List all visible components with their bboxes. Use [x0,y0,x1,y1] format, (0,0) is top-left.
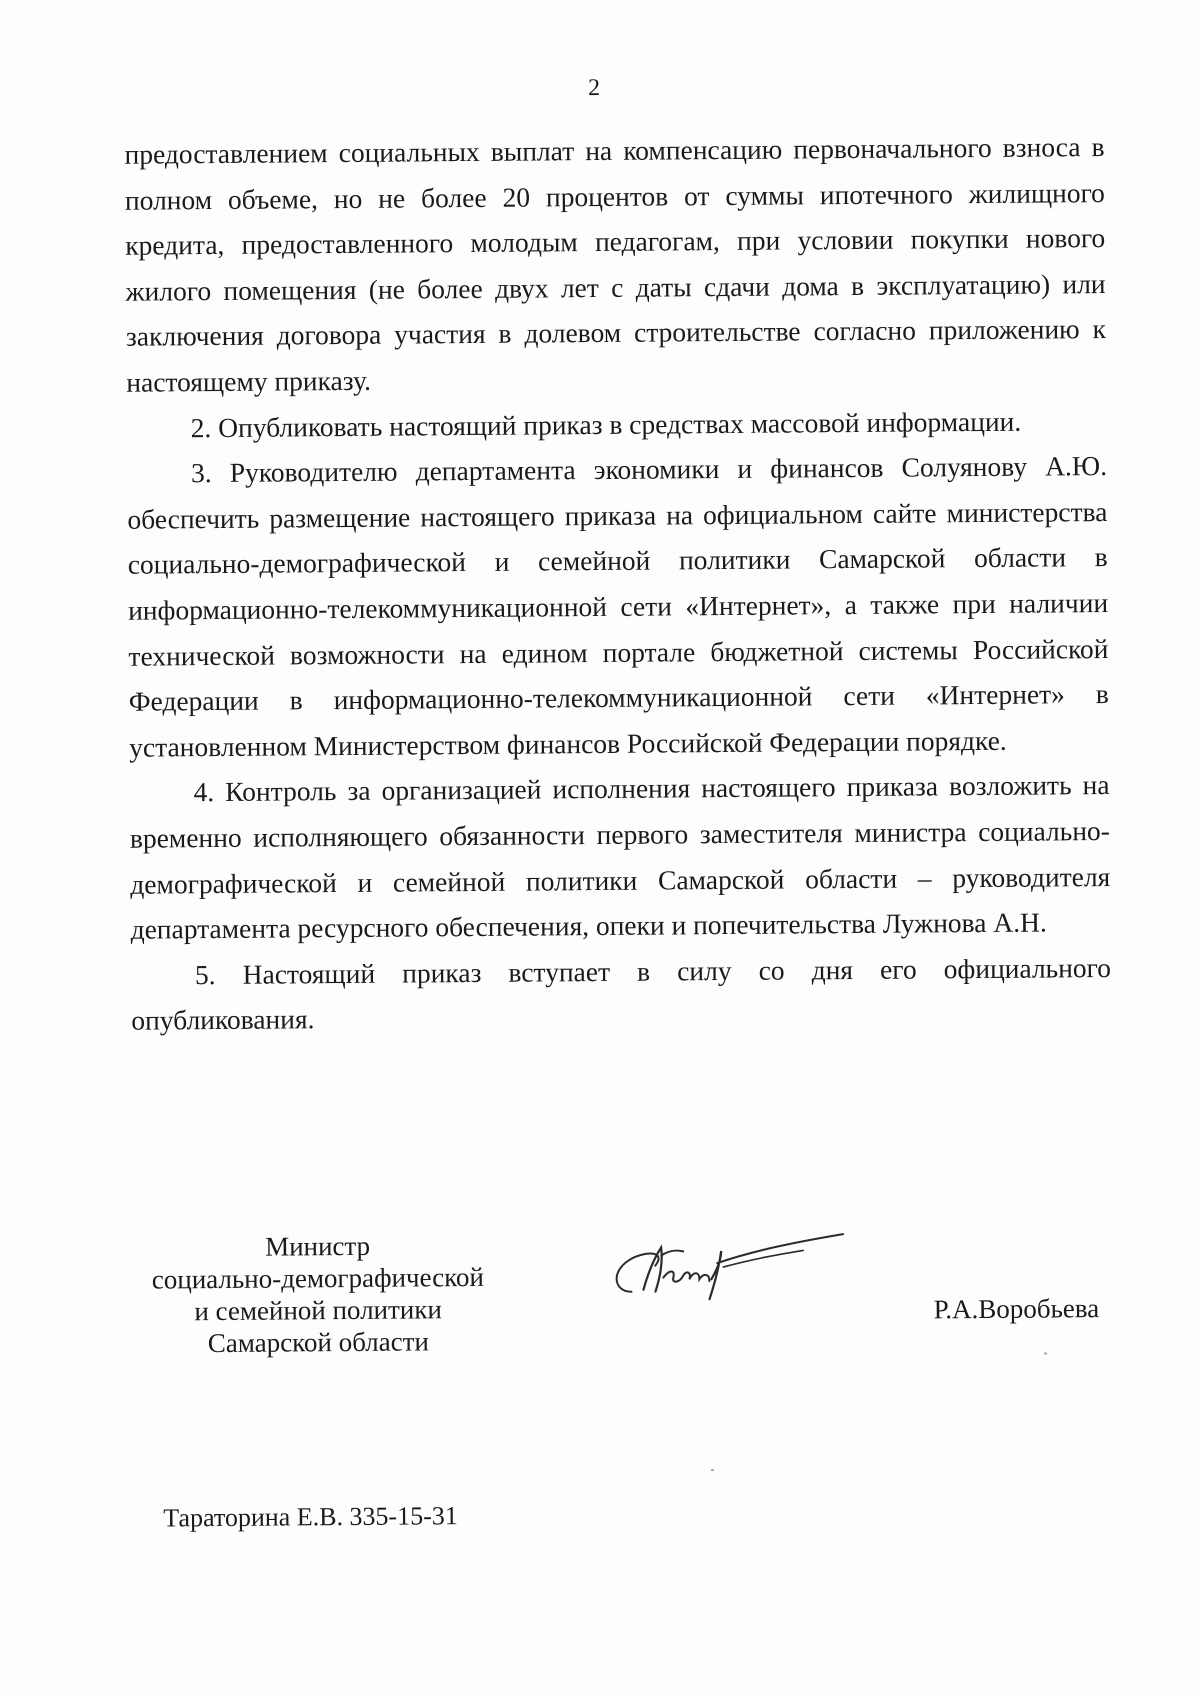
executor-contact: Тараторина Е.В. 335-15-31 [163,1501,458,1533]
signatory-title-block [145,1229,491,1360]
paragraph-item-2: 2. Опубликовать настоящий приказ в средствах массовой информации. [190,405,1022,443]
signatory-title-line: Министр [265,1230,371,1262]
scan-speck [711,1469,714,1471]
paragraph-continuation: предоставлением социальных выплат на компенсацию первоначального взноса в полном объеме, но не более 20 процентов от суммы ипотечного жилищного кредита, предоставленного молодым педагогам, при условии покупки нового жилого помещения (не более двух лет с даты сдачи дома в эксплуатацию) или заключения договора участия в долевом строительстве согласно приложению к настоящему приказу. [124,131,1107,398]
signatory-title-line: Самарской области [207,1326,430,1359]
document-body [124,124,1111,1044]
scan-speck [1044,1353,1047,1355]
signatory-title-line: социально-демографической [151,1261,485,1295]
signatory-title-line: и семейной политики [194,1294,442,1327]
handwritten-signature-icon [603,1228,854,1320]
paragraph-item-3: 3. Руководителю департамента экономики и финансов Солуянову А.Ю. обеспечить размещение настоящего приказа на официальном сайте министерства социально-демографической и семейной политики Самарской области в информационно-телекоммуникационной сети «Интернет», а также при наличии технической возможности на едином портале бюджетной системы Российской Федерации в информационно-телекоммуникационной сети «Интернет» в установленном Министерством финансов Российской Федерации порядке. [127,450,1109,763]
page-number: 2 [587,74,601,102]
paragraph-item-4: 4. Контроль за организацией исполнения настоящего приказа возложить на временно исполняющего обязанности первого заместителя министра социально-демографической и семейной политики Самарской области – руководителя департамента ресурсного обеспечения, опеки и попечительства Лужнова А.Н. [129,769,1111,945]
signer-name: Р.А.Воробьева [933,1293,1100,1325]
paragraph-item-5: 5. Настоящий приказ вступает в силу со дня его официального опубликования. [131,951,1112,1036]
